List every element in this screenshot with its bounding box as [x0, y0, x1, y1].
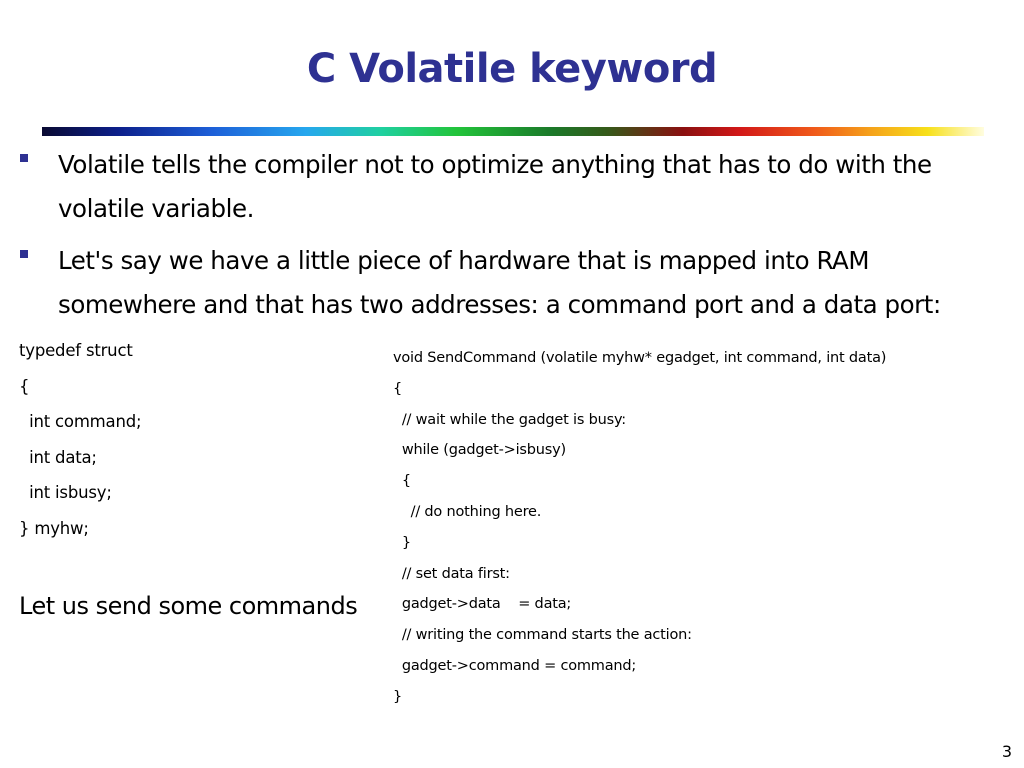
slide-title: C Volatile keyword	[306, 46, 718, 92]
bullet-text-1: Volatile tells the compiler not to optimize anything that has to do with the volatile variable.	[58, 150, 932, 223]
code-line: int isbusy;	[19, 483, 112, 502]
code-line: {	[393, 473, 411, 490]
code-line: // set data first:	[393, 565, 510, 582]
code-line: while (gadget->isbusy)	[393, 442, 566, 459]
square-bullet-icon	[20, 250, 28, 258]
code-line: void SendCommand (volatile myhw* egadget, int command, int data)	[393, 350, 887, 366]
code-line: typedef struct	[19, 341, 133, 360]
struct-code-block	[19, 333, 379, 546]
code-line: // do nothing here.	[393, 503, 542, 520]
code-line: // writing the command starts the action:	[393, 627, 692, 644]
function-code-block	[393, 343, 1013, 713]
title-underline-gradient	[42, 127, 984, 136]
code-line: {	[19, 376, 30, 396]
send-commands-text: Let us send some commands	[19, 592, 358, 620]
code-line: {	[393, 380, 403, 397]
code-line: // wait while the gadget is busy:	[393, 411, 626, 428]
square-bullet-icon	[20, 154, 28, 162]
code-line: gadget->command = command;	[393, 657, 637, 674]
code-line: int data;	[19, 447, 97, 467]
code-line: }	[393, 534, 411, 551]
code-line: } myhw;	[19, 518, 89, 538]
code-line: int command;	[19, 412, 142, 431]
page-number: 3	[1001, 742, 1012, 761]
code-line: gadget->data = data;	[393, 596, 572, 613]
bullet-text-2: Let's say we have a little piece of hardware that is mapped into RAM somewhere and that has two addresses: a command port and a data port:	[58, 246, 941, 319]
code-line: }	[393, 688, 403, 705]
